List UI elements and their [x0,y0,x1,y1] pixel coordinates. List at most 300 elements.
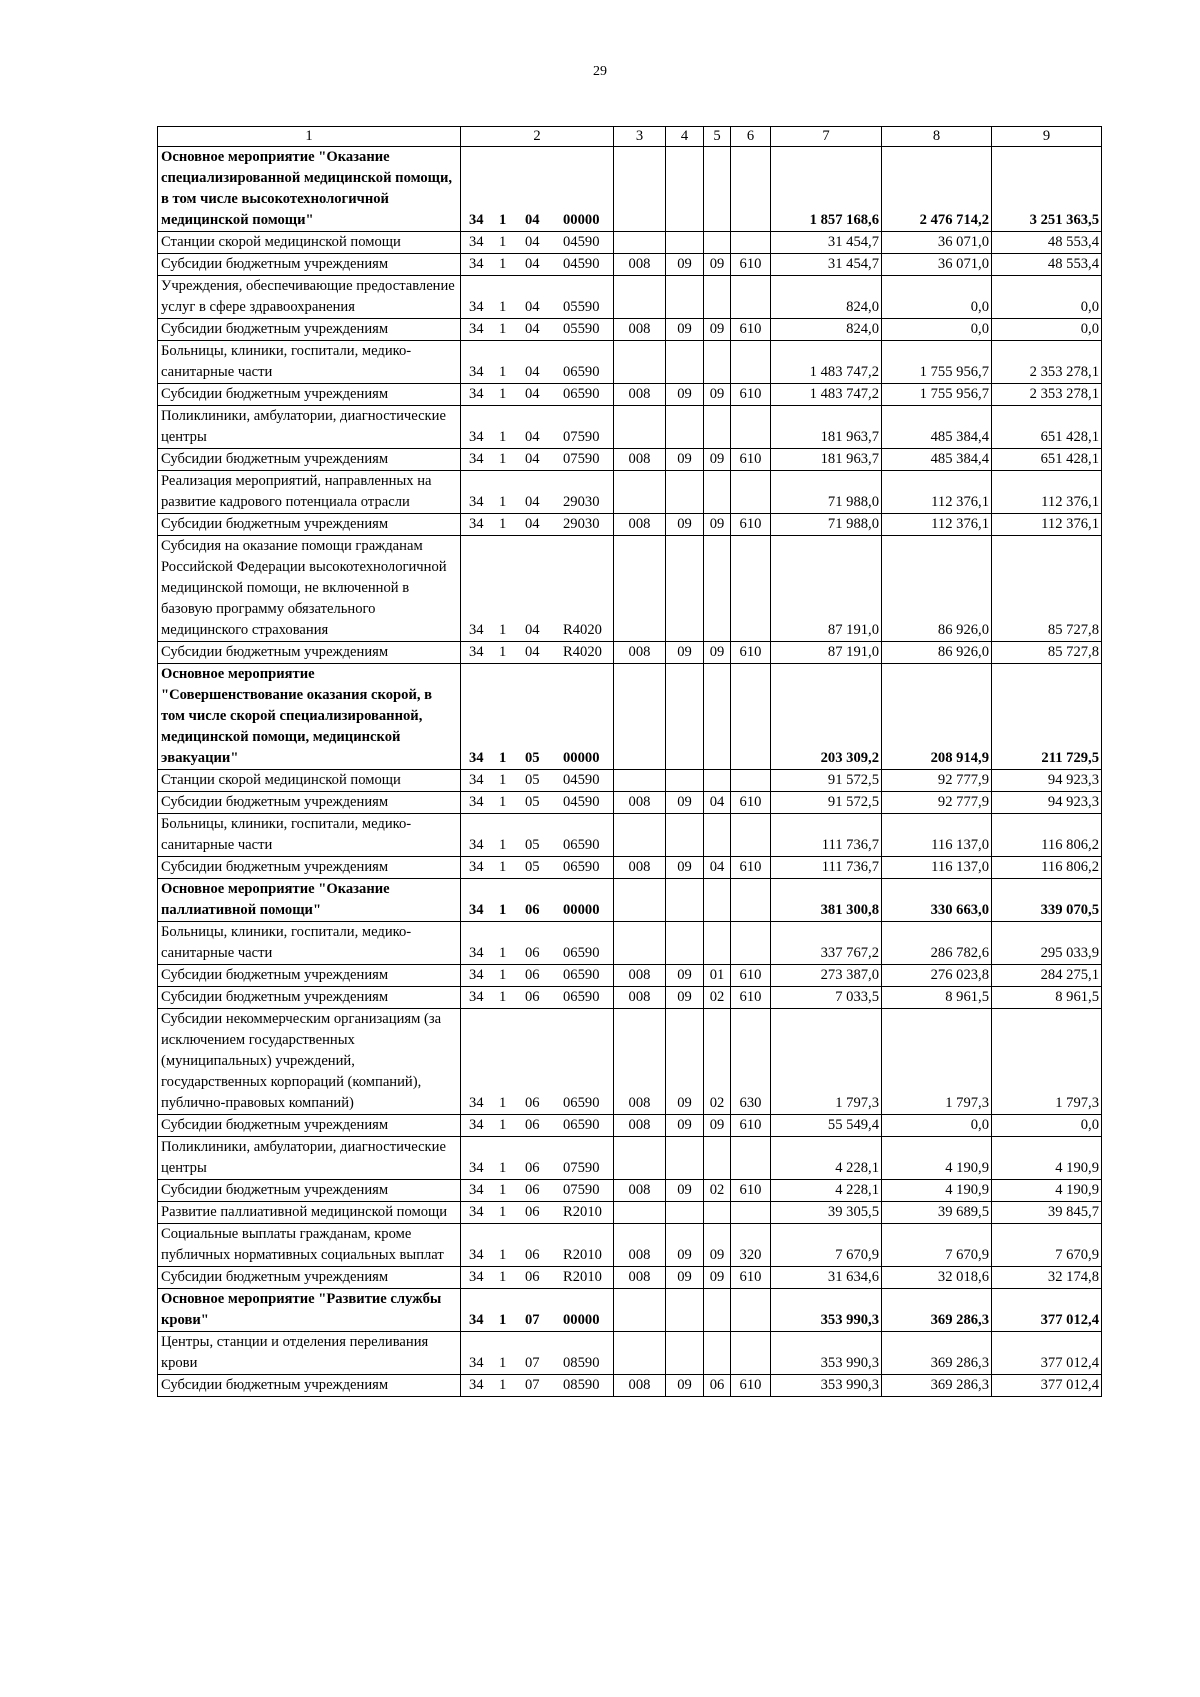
amount-col-7: 39 305,5 [771,1202,882,1224]
program-code-cell [461,254,614,276]
amount-col-7: 7 033,5 [771,987,882,1009]
program-code-cell [461,987,614,1009]
amount-col-8: 36 071,0 [882,254,992,276]
subsection-code: 02 [704,1009,731,1115]
subsection-code: 09 [704,1224,731,1267]
program-code-part: 06590 [563,967,600,983]
amount-col-8: 112 376,1 [882,514,992,536]
expense-type-code: 610 [731,319,771,341]
subsection-code: 09 [704,449,731,471]
table-row [158,814,1102,857]
subsection-code: 09 [704,1267,731,1289]
program-code [463,1093,611,1114]
amount-col-7: 31 634,6 [771,1267,882,1289]
program-code-part: 00000 [563,212,600,228]
ministry-code [614,814,666,857]
table-row [158,1224,1102,1267]
header-cell: 2 [461,127,614,147]
program-code-part: 1 [499,1160,507,1176]
section-code: 09 [666,1375,704,1397]
ministry-code [614,879,666,922]
program-code-part: 08590 [563,1355,600,1371]
section-code: 09 [666,792,704,814]
section-code [666,770,704,792]
program-code-cell [461,770,614,792]
program-code-part: 34 [469,902,484,918]
header-cell: 3 [614,127,666,147]
program-code [463,1202,611,1223]
page-number: 29 [593,64,607,79]
program-code-part: 34 [469,1182,484,1198]
program-code-part: 06 [525,1204,540,1220]
ministry-code [614,922,666,965]
program-code-part: 04 [525,234,540,250]
amount-col-8: 369 286,3 [882,1332,992,1375]
program-code [463,210,611,231]
ministry-code: 008 [614,1009,666,1115]
program-code-part: R2010 [563,1269,602,1285]
ministry-code [614,536,666,642]
header-cell: 1 [158,127,461,147]
program-code [463,232,611,253]
budget-table [157,126,1102,1397]
ministry-code [614,471,666,514]
program-code [463,620,611,641]
program-code-part: 06 [525,1095,540,1111]
amount-col-9: 1 797,3 [992,1009,1102,1115]
program-code-part: 04 [525,622,540,638]
amount-col-7: 91 572,5 [771,792,882,814]
amount-col-9: 112 376,1 [992,514,1102,536]
table-row [158,965,1102,987]
table-row [158,471,1102,514]
amount-col-8: 39 689,5 [882,1202,992,1224]
table-row [158,792,1102,814]
amount-col-7: 203 309,2 [771,664,882,770]
program-code-part: 04 [525,364,540,380]
amount-col-7: 111 736,7 [771,857,882,879]
expense-type-code [731,341,771,384]
program-code [463,427,611,448]
section-code [666,341,704,384]
program-code [463,1310,611,1331]
program-code-part: 06590 [563,386,600,402]
row-name: Основное мероприятие "Оказание паллиативной помощи" [158,879,461,922]
program-code [463,965,611,986]
amount-col-8: 86 926,0 [882,536,992,642]
expense-type-code [731,814,771,857]
expense-type-code: 610 [731,1267,771,1289]
header-cell: 4 [666,127,704,147]
row-name: Основное мероприятие "Совершенствование оказания скорой, в том числе скорой специализированной, медицинской помощи, медицинской эвакуации" [158,664,461,770]
section-code: 09 [666,254,704,276]
program-code-part: 06590 [563,1095,600,1111]
amount-col-8: 485 384,4 [882,406,992,449]
amount-col-8: 116 137,0 [882,857,992,879]
row-name: Субсидии бюджетным учреждениям [158,319,461,341]
program-code-part: 1 [499,837,507,853]
section-code: 09 [666,514,704,536]
program-code [463,449,611,470]
program-code-part: 04 [525,516,540,532]
ministry-code: 008 [614,642,666,664]
program-code-part: 06590 [563,945,600,961]
row-name: Субсидии бюджетным учреждениям [158,449,461,471]
program-code-part: 06 [525,945,540,961]
program-code-part: 05590 [563,299,600,315]
program-code-part: 34 [469,644,484,660]
program-code-part: 1 [499,364,507,380]
program-code-part: 07 [525,1355,540,1371]
row-name: Основное мероприятие "Развитие службы крови" [158,1289,461,1332]
ministry-code: 008 [614,254,666,276]
amount-col-8: 1 755 956,7 [882,384,992,406]
section-code: 09 [666,965,704,987]
ministry-code [614,276,666,319]
subsection-code [704,1202,731,1224]
program-code [463,642,611,663]
row-name: Учреждения, обеспечивающие предоставление услуг в сфере здравоохранения [158,276,461,319]
section-code [666,664,704,770]
section-code [666,276,704,319]
ministry-code: 008 [614,1180,666,1202]
section-row [158,664,1102,770]
program-code-cell [461,384,614,406]
program-code-cell [461,965,614,987]
section-row [158,1289,1102,1332]
section-code [666,406,704,449]
ministry-code [614,232,666,254]
amount-col-7: 87 191,0 [771,642,882,664]
amount-col-9: 2 353 278,1 [992,384,1102,406]
amount-col-7: 31 454,7 [771,232,882,254]
program-code-part: 05 [525,794,540,810]
amount-col-8: 0,0 [882,1115,992,1137]
amount-col-8: 276 023,8 [882,965,992,987]
program-code-part: 06 [525,1247,540,1263]
expense-type-code [731,770,771,792]
row-name: Субсидии бюджетным учреждениям [158,384,461,406]
row-name: Центры, станции и отделения переливания крови [158,1332,461,1375]
program-code-part: 1 [499,1182,507,1198]
program-code-part: 34 [469,234,484,250]
ministry-code [614,147,666,232]
row-name: Социальные выплаты гражданам, кроме публичных нормативных социальных выплат [158,1224,461,1267]
amount-col-8: 86 926,0 [882,642,992,664]
amount-col-7: 824,0 [771,319,882,341]
table-row [158,1180,1102,1202]
program-code-part: 1 [499,1095,507,1111]
row-name: Субсидии бюджетным учреждениям [158,1180,461,1202]
program-code-part: R2010 [563,1204,602,1220]
subsection-code: 09 [704,1115,731,1137]
program-code-part: 1 [499,1312,507,1328]
program-code-part: 34 [469,494,484,510]
program-code-part: 34 [469,256,484,272]
amount-col-8: 8 961,5 [882,987,992,1009]
program-code-cell [461,1375,614,1397]
program-code [463,319,611,340]
table-row [158,857,1102,879]
program-code-cell [461,1115,614,1137]
program-code-cell [461,642,614,664]
expense-type-code [731,1289,771,1332]
subsection-code [704,814,731,857]
table-row [158,1115,1102,1137]
program-code-part: 07 [525,1377,540,1393]
program-code-cell [461,1202,614,1224]
amount-col-8: 4 190,9 [882,1137,992,1180]
row-name: Субсидии бюджетным учреждениям [158,965,461,987]
row-name: Субсидии бюджетным учреждениям [158,642,461,664]
program-code [463,492,611,513]
program-code-part: R4020 [563,644,602,660]
ministry-code: 008 [614,857,666,879]
program-code-part: 34 [469,1269,484,1285]
program-code-cell [461,536,614,642]
amount-col-8: 36 071,0 [882,232,992,254]
program-code-cell [461,1332,614,1375]
section-code: 09 [666,1115,704,1137]
amount-col-9: 0,0 [992,1115,1102,1137]
amount-col-7: 181 963,7 [771,449,882,471]
program-code-cell [461,147,614,232]
row-name: Субсидии бюджетным учреждениям [158,254,461,276]
program-code-cell [461,1009,614,1115]
program-code-part: 34 [469,212,484,228]
program-code-part: 00000 [563,750,600,766]
program-code [463,770,611,791]
amount-col-7: 337 767,2 [771,922,882,965]
program-code-part: 1 [499,859,507,875]
program-code-part: 1 [499,644,507,660]
amount-col-9: 377 012,4 [992,1289,1102,1332]
program-code [463,835,611,856]
amount-col-7: 31 454,7 [771,254,882,276]
program-code-cell [461,1289,614,1332]
expense-type-code: 610 [731,987,771,1009]
program-code-cell [461,514,614,536]
amount-col-7: 71 988,0 [771,514,882,536]
program-code-part: 1 [499,1269,507,1285]
program-code-part: 34 [469,1204,484,1220]
amount-col-9: 651 428,1 [992,449,1102,471]
amount-col-9: 377 012,4 [992,1332,1102,1375]
section-code: 09 [666,449,704,471]
row-name: Субсидии бюджетным учреждениям [158,1375,461,1397]
program-code-cell [461,449,614,471]
amount-col-8: 286 782,6 [882,922,992,965]
program-code-cell [461,664,614,770]
amount-col-7: 71 988,0 [771,471,882,514]
amount-col-7: 353 990,3 [771,1332,882,1375]
ministry-code [614,341,666,384]
table-row [158,341,1102,384]
program-code-part: 06 [525,1117,540,1133]
amount-col-9: 39 845,7 [992,1202,1102,1224]
amount-col-9: 116 806,2 [992,857,1102,879]
amount-col-8: 369 286,3 [882,1289,992,1332]
program-code-part: 34 [469,622,484,638]
row-name: Субсидии бюджетным учреждениям [158,514,461,536]
amount-col-8: 1 797,3 [882,1009,992,1115]
program-code-cell [461,922,614,965]
subsection-code [704,341,731,384]
program-code-cell [461,792,614,814]
amount-col-8: 369 286,3 [882,1375,992,1397]
program-code-part: 1 [499,256,507,272]
row-name: Субсидии бюджетным учреждениям [158,857,461,879]
section-row [158,879,1102,922]
program-code-part: 06590 [563,364,600,380]
table-row [158,276,1102,319]
table-row [158,319,1102,341]
expense-type-code: 610 [731,965,771,987]
subsection-code: 04 [704,857,731,879]
program-code-part: 06 [525,1269,540,1285]
program-code-part: 34 [469,516,484,532]
amount-col-9: 295 033,9 [992,922,1102,965]
program-code-part: 00000 [563,1312,600,1328]
program-code-part: 1 [499,299,507,315]
program-code-part: 05 [525,837,540,853]
section-code [666,1332,704,1375]
expense-type-code: 610 [731,449,771,471]
program-code-part: 1 [499,902,507,918]
subsection-code: 02 [704,987,731,1009]
subsection-code [704,232,731,254]
row-name: Станции скорой медицинской помощи [158,232,461,254]
ministry-code: 008 [614,1115,666,1137]
expense-type-code [731,276,771,319]
table-row [158,987,1102,1009]
program-code-part: 1 [499,794,507,810]
table-row [158,1375,1102,1397]
table-row [158,922,1102,965]
expense-type-code: 610 [731,857,771,879]
section-code: 09 [666,1224,704,1267]
amount-col-7: 111 736,7 [771,814,882,857]
program-code-part: 06 [525,1182,540,1198]
amount-col-9: 651 428,1 [992,406,1102,449]
program-code-cell [461,1180,614,1202]
section-code [666,471,704,514]
amount-col-7: 1 483 747,2 [771,341,882,384]
program-code-part: 04 [525,321,540,337]
row-name: Станции скорой медицинской помощи [158,770,461,792]
table-row [158,642,1102,664]
expense-type-code [731,1202,771,1224]
row-name: Поликлиники, амбулатории, диагностические центры [158,1137,461,1180]
amount-col-8: 32 018,6 [882,1267,992,1289]
program-code-part: 1 [499,494,507,510]
section-code: 09 [666,857,704,879]
row-name: Реализация мероприятий, направленных на развитие кадрового потенциала отрасли [158,471,461,514]
program-code-part: 1 [499,989,507,1005]
program-code-part: 05590 [563,321,600,337]
program-code-part: 1 [499,1377,507,1393]
subsection-code: 06 [704,1375,731,1397]
amount-col-9: 0,0 [992,276,1102,319]
subsection-code [704,879,731,922]
subsection-code [704,536,731,642]
program-code-part: 04 [525,299,540,315]
section-code: 09 [666,319,704,341]
program-code [463,943,611,964]
program-code [463,1267,611,1288]
program-code-part: 07590 [563,429,600,445]
table-row [158,406,1102,449]
subsection-code [704,276,731,319]
amount-col-7: 87 191,0 [771,536,882,642]
amount-col-8: 112 376,1 [882,471,992,514]
table-row [158,1009,1102,1115]
program-code-part: 1 [499,945,507,961]
program-code [463,384,611,405]
ministry-code: 008 [614,1224,666,1267]
program-code-part: R4020 [563,622,602,638]
program-code-part: 06590 [563,1117,600,1133]
program-code-part: 34 [469,945,484,961]
header-cell: 8 [882,127,992,147]
row-name: Больницы, клиники, госпитали, медико-санитарные части [158,814,461,857]
expense-type-code: 610 [731,384,771,406]
amount-col-9: 48 553,4 [992,232,1102,254]
program-code-part: 34 [469,1160,484,1176]
amount-col-9: 7 670,9 [992,1224,1102,1267]
section-code: 09 [666,1267,704,1289]
amount-col-7: 7 670,9 [771,1224,882,1267]
program-code-part: 04590 [563,256,600,272]
expense-type-code [731,879,771,922]
program-code-part: 34 [469,386,484,402]
subsection-code [704,406,731,449]
program-code-cell [461,276,614,319]
subsection-code [704,664,731,770]
amount-col-9: 48 553,4 [992,254,1102,276]
program-code-part: 1 [499,1355,507,1371]
expense-type-code [731,471,771,514]
expense-type-code: 630 [731,1009,771,1115]
amount-col-8: 0,0 [882,276,992,319]
amount-col-7: 824,0 [771,276,882,319]
header-cell: 7 [771,127,882,147]
ministry-code [614,770,666,792]
program-code-part: 34 [469,750,484,766]
section-code [666,147,704,232]
subsection-code [704,1289,731,1332]
program-code-part: 1 [499,212,507,228]
amount-col-9: 284 275,1 [992,965,1102,987]
program-code [463,362,611,383]
expense-type-code [731,232,771,254]
amount-col-9: 0,0 [992,319,1102,341]
subsection-code [704,1332,731,1375]
row-name: Субсидии бюджетным учреждениям [158,1115,461,1137]
program-code-part: 06 [525,902,540,918]
expense-type-code [731,536,771,642]
amount-col-9: 4 190,9 [992,1180,1102,1202]
ministry-code [614,1332,666,1375]
amount-col-9: 85 727,8 [992,642,1102,664]
subsection-code: 02 [704,1180,731,1202]
amount-col-7: 1 797,3 [771,1009,882,1115]
ministry-code: 008 [614,449,666,471]
ministry-code: 008 [614,1267,666,1289]
program-code-cell [461,406,614,449]
row-name: Субсидии бюджетным учреждениям [158,1267,461,1289]
ministry-code: 008 [614,792,666,814]
